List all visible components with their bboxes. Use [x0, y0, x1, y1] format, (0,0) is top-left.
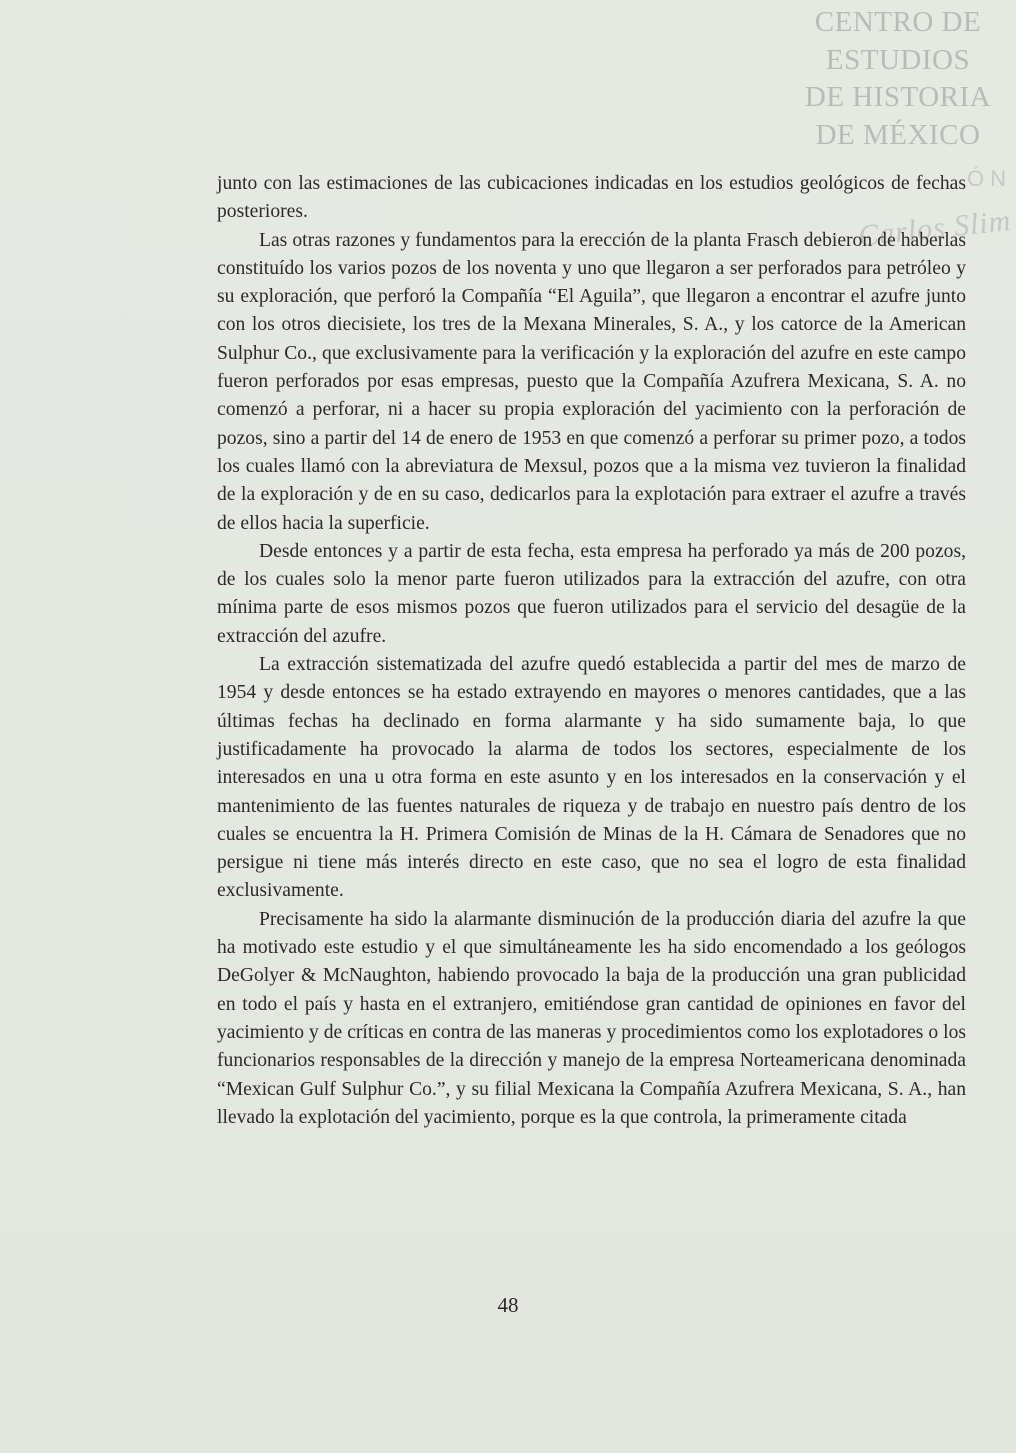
body-text — [217, 170, 966, 1132]
handwritten-signature: Carlos Slim — [857, 204, 1014, 253]
paragraph: La extracción sistematizada del azufre quedó establecida a partir del mes de marzo de 1954 y desde entonces se ha estado extrayendo en mayores o menores cantidades, que a las últimas fechas ha declinado en forma alarmante y ha sido sumamente baja, lo que justificadamente ha provocado la alarma de todos los sectores, especialmente de los interesados en una u otra forma en este asunto y en los interesados en la conservación y el mantenimiento de las fuentes naturales de riqueza y de trabajo en nuestro país dentro de los cuales se encuentra la H. Primera Comisión de Minas de la H. Cámara de Senadores que no persigue ni tiene más interés directo en este caso, que no sea el logro de esta finalidad exclusivamente. — [217, 654, 966, 902]
paragraph: Desde entonces y a partir de esta fecha, esta empresa ha perforado ya más de 200 pozos, de los cuales solo la menor parte fueron utilizados para la extracción del azufre, con otra mínima parte de esos mismos pozos que fueron utilizados para el servicio del desagüe de la extracción del azufre. — [217, 540, 966, 647]
watermark-line: CENTRO DE — [814, 6, 982, 38]
archive-watermark — [798, 4, 998, 154]
watermark-line: DE MÉXICO — [815, 118, 981, 151]
paragraph: Precisamente ha sido la alarmante disminución de la producción diaria del azufre la que ha motivado este estudio y el que simultáneamente les ha sido encomendado a los geólogos DeGolyer & McNaughton, habiendo provocado la baja de la producción una gran publicidad en todo el país y hasta en el extranjero, emitiéndose gran cantidad de opiniones en favor del yacimiento y de críticas en contra de las maneras y procedimientos como los explotadores o los funcionarios responsables de la dirección y manejo de la empresa Norteamericana denominada “Mexican Gulf Sulphur Co.”, y su filial Mexicana la Compañía Azufrera Mexicana, S. A., han llevado la explotación del yacimiento, porque es la que controla, la primeramente citada — [217, 908, 966, 1128]
watermark-line: DE HISTORIA — [804, 81, 992, 113]
paragraph: Las otras razones y fundamentos para la erección de la planta Frasch debieron de haberlas constituído los varios pozos de los noventa y uno que llegaron a ser perforados para petróleo y su exploración, que perforó la Compañía “El Aguila”, que llegaron a encontrar el azufre junto con los otros diecisiete, los tres de la Mexana Minerales, S. A., y los catorce de la American Sulphur Co., que exclusivamente para la verificación y la exploración del azufre en este campo fueron perforados por esas empresas, puesto que la Compañía Azufrera Mexicana, S. A. no comenzó a perforar, ni a hacer su propia exploración del yacimiento con la perforación de pozos, sino a partir del 14 de enero de 1953 en que comenzó a perforar su primer pozo, a todos los cuales llamó con la abreviatura de Mexsul, pozos que a la misma vez tuvieron la finalidad de la exploración y de en su caso, dedicarlos para la explotación para extraer el azufre a través de ellos hacia la superficie. — [217, 229, 966, 534]
watermark-fragment: ÓN — [967, 166, 1012, 191]
watermark-line: ESTUDIOS — [825, 43, 971, 76]
paragraph: junto con las estimaciones de las cubicaciones indicadas en los estudios geológicos de fechas posteriores. — [217, 173, 966, 223]
page-number: 48 — [497, 1293, 519, 1317]
